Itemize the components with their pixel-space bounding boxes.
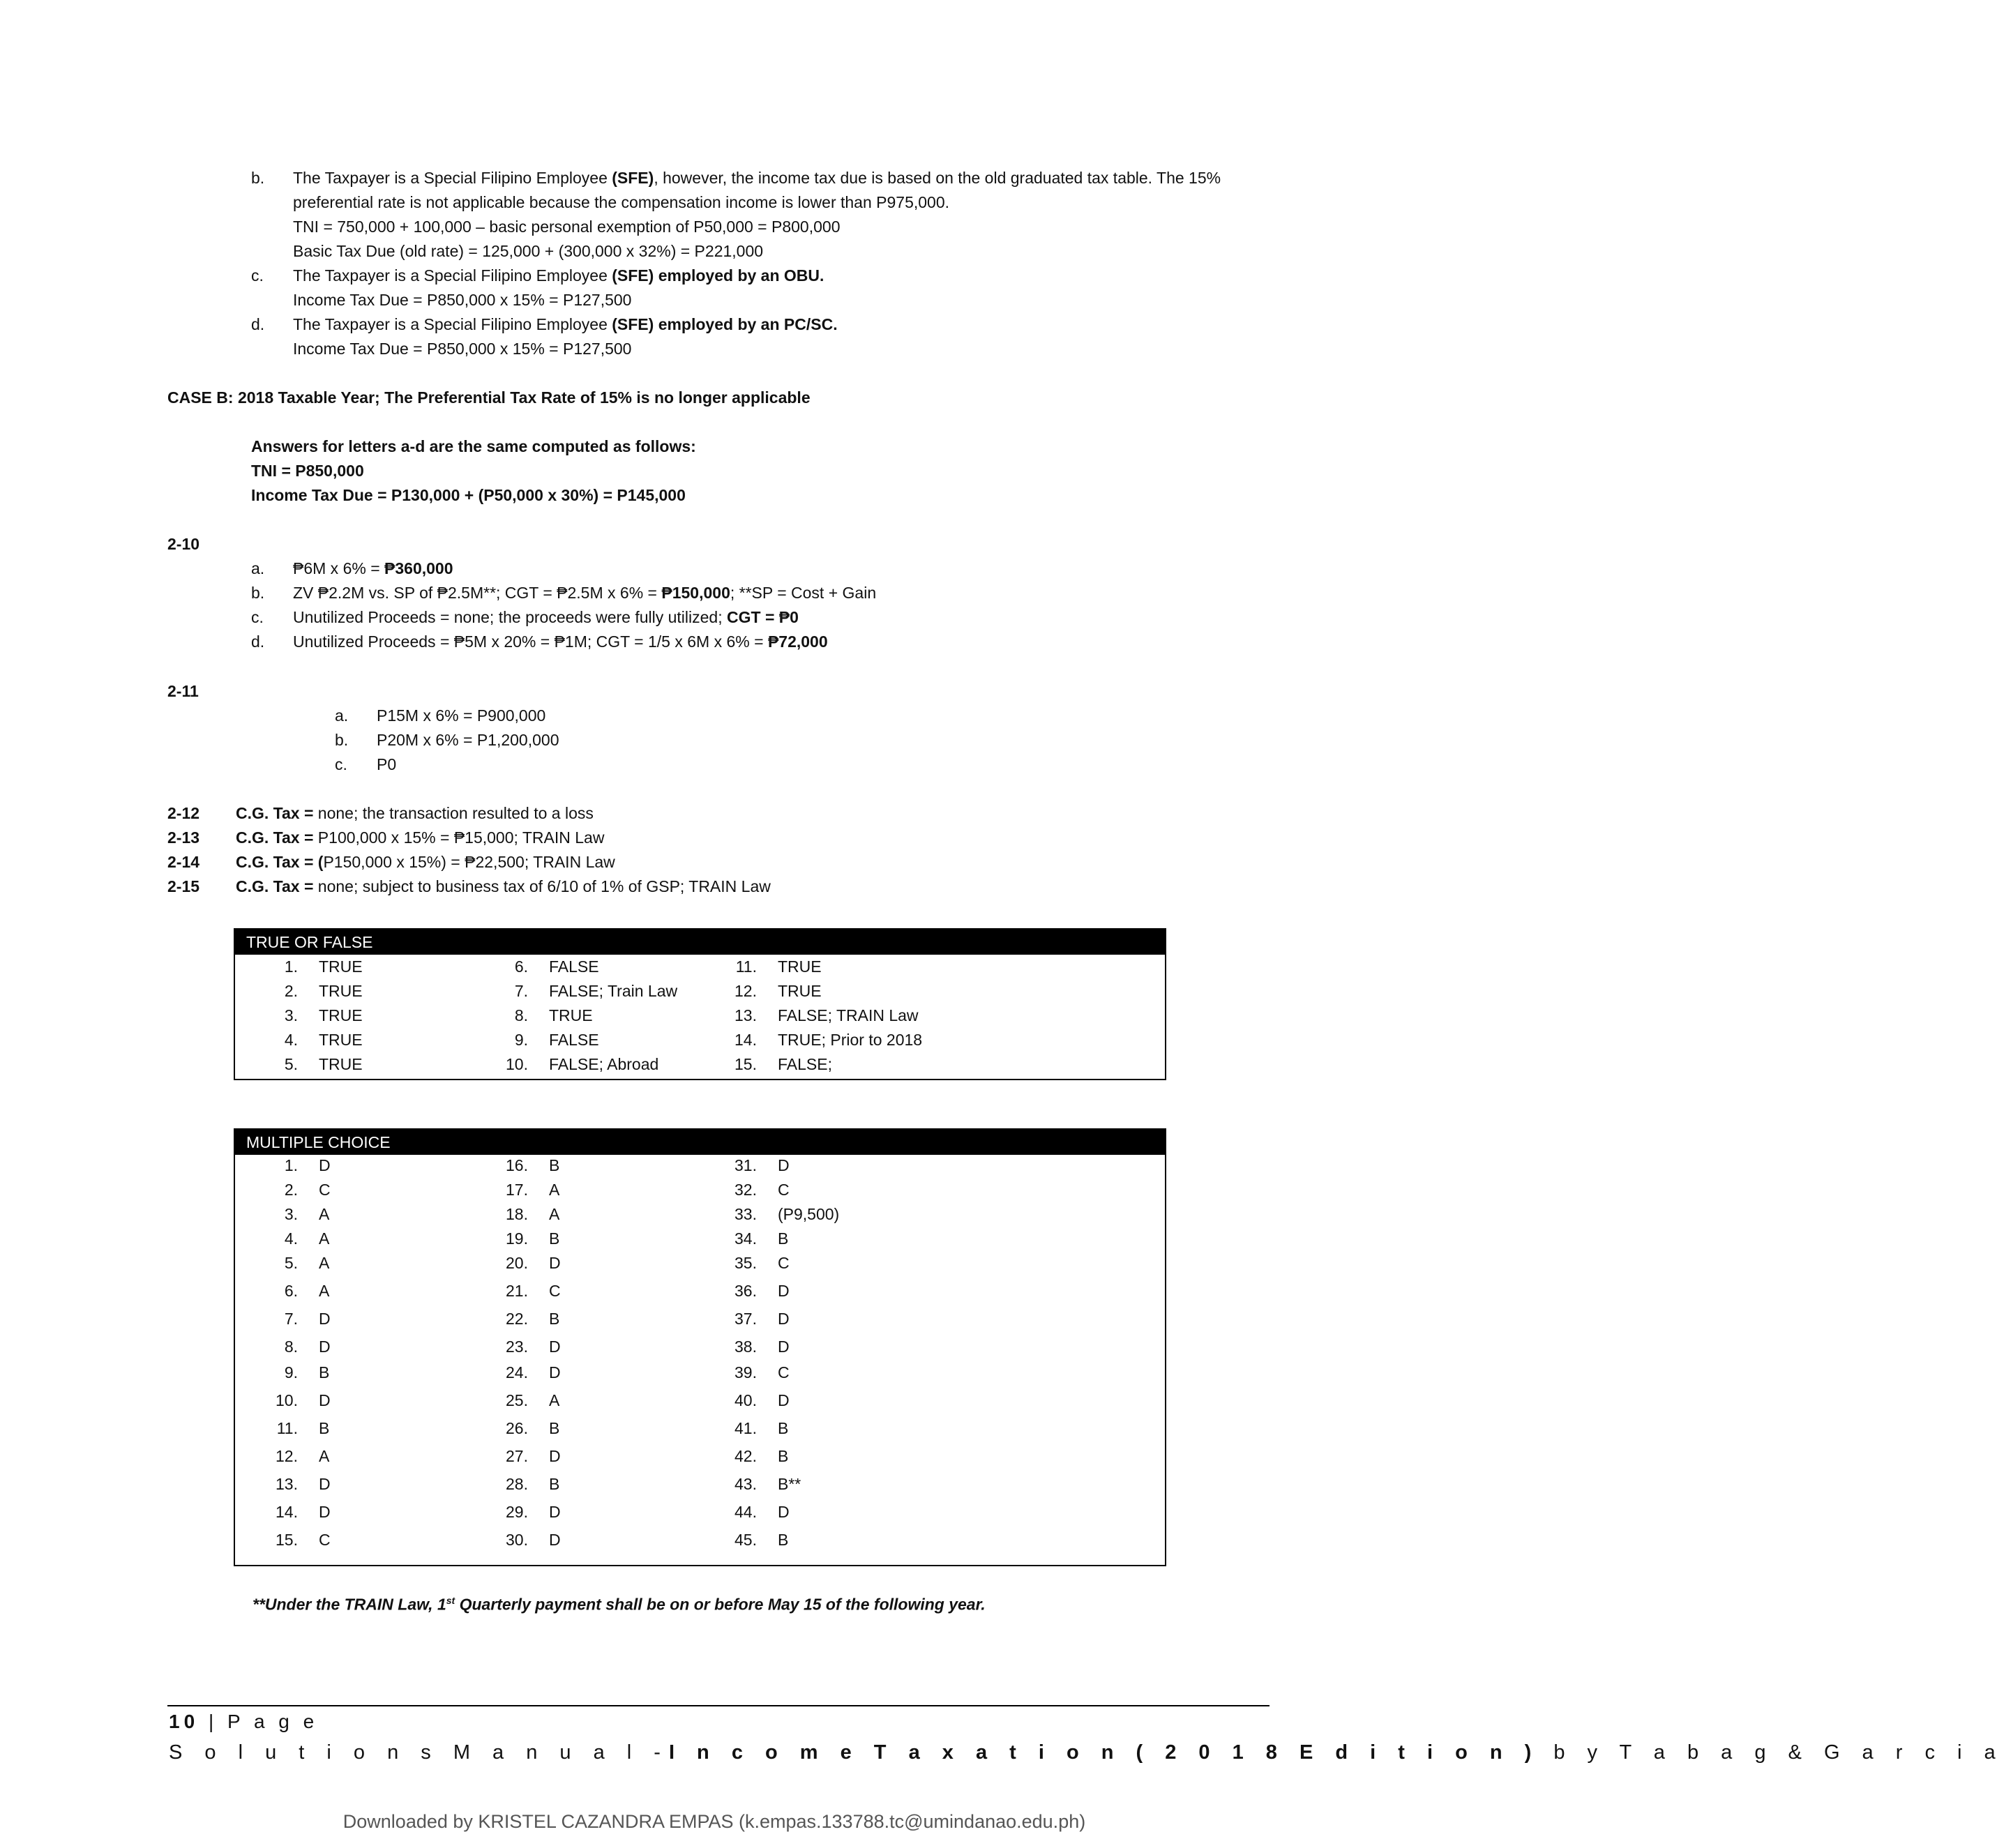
multiple-choice-item-number: 43. — [734, 1475, 757, 1493]
bold-text-run: ₱72,000 — [767, 633, 828, 651]
case-b-line-2: TNI = P850,000 — [251, 462, 364, 480]
multiple-choice-item-answer: B — [549, 1156, 560, 1174]
problem-2-11-label: 2-11 — [167, 682, 199, 700]
sfe-item-line — [293, 289, 631, 310]
true-false-table — [234, 928, 1166, 1080]
problem-2-11-answer: P15M x 6% = P900,000 — [377, 706, 546, 725]
multiple-choice-item-number: 40. — [734, 1391, 757, 1409]
multiple-choice-item-number: 22. — [506, 1310, 528, 1328]
true-false-item-answer: FALSE; TRAIN Law — [778, 1006, 919, 1024]
sfe-item-letter: c. — [251, 266, 264, 285]
bold-text-run: C.G. Tax = — [236, 877, 314, 895]
multiple-choice-item-number: 8. — [284, 1338, 298, 1356]
text-run: ; **SP = Cost + Gain — [730, 584, 877, 602]
true-false-item-answer: TRUE — [778, 957, 822, 976]
true-false-item-answer: TRUE — [319, 1055, 363, 1073]
multiple-choice-item-number: 28. — [506, 1475, 528, 1493]
text-run: The Taxpayer is a Special Filipino Employee — [293, 266, 612, 285]
page-number: 10 — [169, 1711, 199, 1732]
multiple-choice-item-answer: B — [549, 1475, 560, 1493]
footer-book-title — [169, 1741, 2004, 1764]
true-false-item-number: 9. — [514, 1031, 528, 1049]
problem-2-10-answer — [293, 607, 799, 628]
text-run: P100,000 x 15% = ₱15,000; TRAIN Law — [313, 828, 605, 847]
text-run: TNI = 750,000 + 100,000 – basic personal exemption of P50,000 = P800,000 — [293, 218, 841, 236]
sfe-item-line — [293, 314, 838, 335]
sfe-item-line — [293, 338, 631, 359]
true-false-item-answer: TRUE — [319, 957, 363, 976]
true-false-item-number: 6. — [514, 957, 528, 976]
true-false-item-number: 14. — [734, 1031, 757, 1049]
multiple-choice-item-number: 14. — [276, 1503, 298, 1521]
sfe-item-line — [293, 167, 1221, 188]
problem-label: 2-13 — [167, 828, 200, 847]
capital-gains-answer — [236, 876, 771, 897]
problem-2-11-letter: b. — [335, 731, 349, 749]
multiple-choice-item-number: 24. — [506, 1363, 528, 1381]
note-text-start: **Under the TRAIN Law, 1 — [253, 1595, 446, 1614]
sfe-item-line — [293, 192, 949, 213]
multiple-choice-item-answer: D — [549, 1447, 561, 1465]
multiple-choice-item-answer: B — [549, 1310, 560, 1328]
text-run: Basic Tax Due (old rate) = 125,000 + (300,000 x 32%) = P221,000 — [293, 242, 764, 260]
multiple-choice-item-number: 29. — [506, 1503, 528, 1521]
multiple-choice-item-answer: C — [319, 1181, 331, 1199]
multiple-choice-item-answer: B — [549, 1419, 560, 1437]
multiple-choice-item-number: 10. — [276, 1391, 298, 1409]
multiple-choice-item-answer: B — [778, 1419, 789, 1437]
true-false-item-number: 11. — [735, 957, 757, 976]
true-false-title: TRUE OR FALSE — [235, 930, 1165, 955]
true-false-item-number: 7. — [514, 982, 528, 1000]
multiple-choice-item-number: 32. — [734, 1181, 757, 1199]
true-false-item-number: 3. — [284, 1006, 298, 1024]
text-run: none; subject to business tax of 6/10 of 1% of GSP; TRAIN Law — [313, 877, 771, 895]
multiple-choice-item-answer: D — [778, 1391, 790, 1409]
text-run: The Taxpayer is a Special Filipino Employee — [293, 169, 612, 187]
true-false-item-number: 15. — [734, 1055, 757, 1073]
bold-text-run: C.G. Tax = — [236, 804, 314, 822]
multiple-choice-item-answer: B — [319, 1363, 330, 1381]
text-run: Unutilized Proceeds = none; the proceeds were fully utilized; — [293, 608, 727, 626]
bold-text-run: (SFE) employed by an OBU. — [612, 266, 824, 285]
problem-label: 2-12 — [167, 804, 200, 822]
multiple-choice-item-answer: B — [319, 1419, 330, 1437]
multiple-choice-item-number: 41. — [734, 1419, 757, 1437]
multiple-choice-item-answer: D — [549, 1338, 561, 1356]
bold-text-run: C.G. Tax = ( — [236, 853, 324, 871]
true-false-item-answer: TRUE — [319, 982, 363, 1000]
multiple-choice-item-answer: A — [319, 1282, 330, 1300]
multiple-choice-item-number: 38. — [734, 1338, 757, 1356]
bold-text-run: ₱150,000 — [661, 584, 730, 602]
multiple-choice-item-answer: (P9,500) — [778, 1205, 840, 1223]
problem-2-10-answer — [293, 582, 876, 603]
footer-page-number — [169, 1711, 318, 1733]
problem-2-10-answer — [293, 558, 453, 579]
multiple-choice-item-answer: A — [319, 1205, 330, 1223]
multiple-choice-item-number: 18. — [506, 1205, 528, 1223]
download-notice: Downloaded by KRISTEL CAZANDRA EMPAS (k.empas.133788.tc@umindanao.edu.ph) — [342, 1811, 1086, 1832]
case-b-line-1: Answers for letters a-d are the same computed as follows: — [251, 437, 696, 455]
multiple-choice-item-answer: C — [778, 1254, 790, 1272]
problem-2-10-letter: c. — [251, 608, 264, 626]
problem-label: 2-14 — [167, 853, 200, 871]
true-false-item-number: 2. — [284, 982, 298, 1000]
true-false-item-answer: TRUE — [778, 982, 822, 1000]
problem-2-10-label: 2-10 — [167, 535, 200, 553]
bold-text-run: C.G. Tax = — [236, 828, 314, 847]
note-superscript: st — [446, 1595, 455, 1606]
multiple-choice-item-number: 42. — [734, 1447, 757, 1465]
true-false-item-answer: FALSE; — [778, 1055, 832, 1073]
multiple-choice-item-answer: C — [778, 1363, 790, 1381]
note-text-end: Quarterly payment shall be on or before May 15 of the following year. — [455, 1595, 986, 1614]
multiple-choice-item-answer: A — [549, 1181, 560, 1199]
multiple-choice-item-number: 15. — [276, 1531, 298, 1549]
text-run: The Taxpayer is a Special Filipino Employee — [293, 315, 612, 333]
true-false-item-answer: FALSE — [549, 957, 599, 976]
true-false-item-number: 1. — [284, 957, 298, 976]
multiple-choice-item-number: 35. — [734, 1254, 757, 1272]
multiple-choice-item-number: 45. — [734, 1531, 757, 1549]
sfe-item-line — [293, 216, 840, 237]
multiple-choice-item-answer: D — [549, 1254, 561, 1272]
true-false-item-number: 12. — [734, 982, 757, 1000]
multiple-choice-item-number: 17. — [506, 1181, 528, 1199]
text-run: Income Tax Due = P850,000 x 15% = P127,500 — [293, 340, 632, 358]
multiple-choice-item-number: 9. — [284, 1363, 298, 1381]
problem-2-10-letter: d. — [251, 633, 265, 651]
footer-title-plain: S o l u t i o n s M a n u a l - — [169, 1741, 669, 1764]
true-false-item-number: 4. — [284, 1031, 298, 1049]
true-false-item-number: 13. — [734, 1006, 757, 1024]
multiple-choice-item-answer: B — [549, 1229, 560, 1248]
multiple-choice-item-number: 11. — [276, 1419, 298, 1437]
true-false-item-number: 10. — [506, 1055, 528, 1073]
multiple-choice-item-answer: D — [319, 1391, 331, 1409]
multiple-choice-item-number: 12. — [276, 1447, 298, 1465]
multiple-choice-item-number: 39. — [734, 1363, 757, 1381]
multiple-choice-item-answer: D — [319, 1475, 331, 1493]
multiple-choice-item-answer: A — [549, 1205, 560, 1223]
case-b-heading: CASE B: 2018 Taxable Year; The Preferential Tax Rate of 15% is no longer applicable — [167, 388, 811, 407]
problem-2-11-answer: P0 — [377, 755, 397, 773]
train-law-note — [253, 1590, 986, 1615]
case-b-line-3: Income Tax Due = P130,000 + (P50,000 x 30%) = P145,000 — [251, 486, 686, 504]
capital-gains-answer — [236, 803, 594, 824]
problem-2-11-answer: P20M x 6% = P1,200,000 — [377, 731, 559, 749]
problem-2-10-letter: b. — [251, 584, 265, 602]
multiple-choice-item-number: 33. — [734, 1205, 757, 1223]
bold-text-run: CGT = ₱0 — [727, 608, 799, 626]
multiple-choice-item-number: 26. — [506, 1419, 528, 1437]
multiple-choice-item-number: 2. — [284, 1181, 298, 1199]
sfe-item-letter: d. — [251, 315, 265, 333]
true-false-item-answer: FALSE; Abroad — [549, 1055, 659, 1073]
bold-text-run: (SFE) — [612, 169, 654, 187]
capital-gains-answer — [236, 827, 604, 848]
multiple-choice-item-number: 30. — [506, 1531, 528, 1549]
bold-text-run: ₱360,000 — [384, 559, 453, 577]
multiple-choice-item-answer: D — [549, 1363, 561, 1381]
footer-title-bold: I n c o m e T a x a t i o n ( 2 0 1 8 E d i t i o n ) — [668, 1741, 1540, 1764]
multiple-choice-item-answer: D — [549, 1531, 561, 1549]
true-false-item-answer: TRUE — [549, 1006, 593, 1024]
multiple-choice-item-answer: B — [778, 1447, 789, 1465]
multiple-choice-item-number: 36. — [734, 1282, 757, 1300]
multiple-choice-item-answer: A — [319, 1254, 330, 1272]
problem-2-11-letter: a. — [335, 706, 349, 725]
multiple-choice-item-number: 1. — [284, 1156, 298, 1174]
multiple-choice-item-answer: B** — [778, 1475, 801, 1493]
multiple-choice-item-answer: A — [319, 1447, 330, 1465]
bold-text-run: (SFE) employed by an PC/SC. — [612, 315, 838, 333]
multiple-choice-item-answer: C — [319, 1531, 331, 1549]
multiple-choice-item-answer: D — [549, 1503, 561, 1521]
multiple-choice-item-number: 16. — [506, 1156, 528, 1174]
multiple-choice-item-answer: D — [319, 1338, 331, 1356]
multiple-choice-item-number: 27. — [506, 1447, 528, 1465]
multiple-choice-item-answer: D — [778, 1338, 790, 1356]
problem-2-11-letter: c. — [335, 755, 347, 773]
text-run: Unutilized Proceeds = ₱5M x 20% = ₱1M; CGT = 1/5 x 6M x 6% = — [293, 633, 768, 651]
sfe-item-line — [293, 265, 824, 286]
multiple-choice-item-number: 7. — [284, 1310, 298, 1328]
text-run: Income Tax Due = P850,000 x 15% = P127,500 — [293, 291, 632, 309]
multiple-choice-item-answer: B — [778, 1531, 789, 1549]
multiple-choice-table — [234, 1128, 1166, 1566]
true-false-item-answer: TRUE — [319, 1006, 363, 1024]
multiple-choice-item-number: 4. — [284, 1229, 298, 1248]
multiple-choice-item-answer: B — [778, 1229, 789, 1248]
multiple-choice-item-number: 34. — [734, 1229, 757, 1248]
multiple-choice-item-number: 5. — [284, 1254, 298, 1272]
footer-title-tail: b y T a b a g & G a r c i a — [1539, 1741, 2004, 1764]
true-false-item-answer: TRUE — [319, 1031, 363, 1049]
multiple-choice-item-number: 25. — [506, 1391, 528, 1409]
text-run: none; the transaction resulted to a loss — [313, 804, 594, 822]
multiple-choice-item-number: 6. — [284, 1282, 298, 1300]
multiple-choice-item-answer: D — [778, 1156, 790, 1174]
multiple-choice-item-number: 44. — [734, 1503, 757, 1521]
text-run: preferential rate is not applicable because the compensation income is lower than P975,000. — [293, 193, 950, 211]
capital-gains-answer — [236, 851, 615, 872]
multiple-choice-item-answer: D — [319, 1156, 331, 1174]
problem-label: 2-15 — [167, 877, 200, 895]
multiple-choice-item-answer: D — [319, 1503, 331, 1521]
multiple-choice-item-answer: C — [778, 1181, 790, 1199]
true-false-item-number: 5. — [284, 1055, 298, 1073]
text-run: ₱6M x 6% = — [293, 559, 385, 577]
page-label: | P a g e — [208, 1711, 319, 1732]
multiple-choice-item-answer: A — [319, 1229, 330, 1248]
multiple-choice-item-number: 13. — [276, 1475, 298, 1493]
multiple-choice-item-number: 37. — [734, 1310, 757, 1328]
problem-2-10-answer — [293, 631, 828, 652]
true-false-item-answer: FALSE; Train Law — [549, 982, 678, 1000]
text-run: ZV ₱2.2M vs. SP of ₱2.5M**; CGT = ₱2.5M x 6% = — [293, 584, 662, 602]
footer-divider — [167, 1705, 1270, 1706]
problem-2-10-letter: a. — [251, 559, 265, 577]
text-run: , however, the income tax due is based on the old graduated tax table. The 15% — [654, 169, 1221, 187]
multiple-choice-item-answer: A — [549, 1391, 560, 1409]
multiple-choice-item-number: 20. — [506, 1254, 528, 1272]
multiple-choice-item-number: 31. — [734, 1156, 757, 1174]
sfe-item-letter: b. — [251, 169, 265, 187]
multiple-choice-item-answer: C — [549, 1282, 561, 1300]
multiple-choice-item-number: 23. — [506, 1338, 528, 1356]
multiple-choice-item-number: 3. — [284, 1205, 298, 1223]
multiple-choice-item-answer: D — [778, 1503, 790, 1521]
text-run: P150,000 x 15%) = ₱22,500; TRAIN Law — [323, 853, 615, 871]
sfe-item-line — [293, 241, 763, 262]
multiple-choice-item-answer: D — [778, 1310, 790, 1328]
multiple-choice-item-number: 21. — [506, 1282, 528, 1300]
true-false-item-answer: FALSE — [549, 1031, 599, 1049]
true-false-item-number: 8. — [514, 1006, 528, 1024]
multiple-choice-item-answer: D — [778, 1282, 790, 1300]
multiple-choice-item-answer: D — [319, 1310, 331, 1328]
multiple-choice-item-number: 19. — [506, 1229, 528, 1248]
multiple-choice-title: MULTIPLE CHOICE — [235, 1130, 1165, 1155]
true-false-item-answer: TRUE; Prior to 2018 — [778, 1031, 923, 1049]
